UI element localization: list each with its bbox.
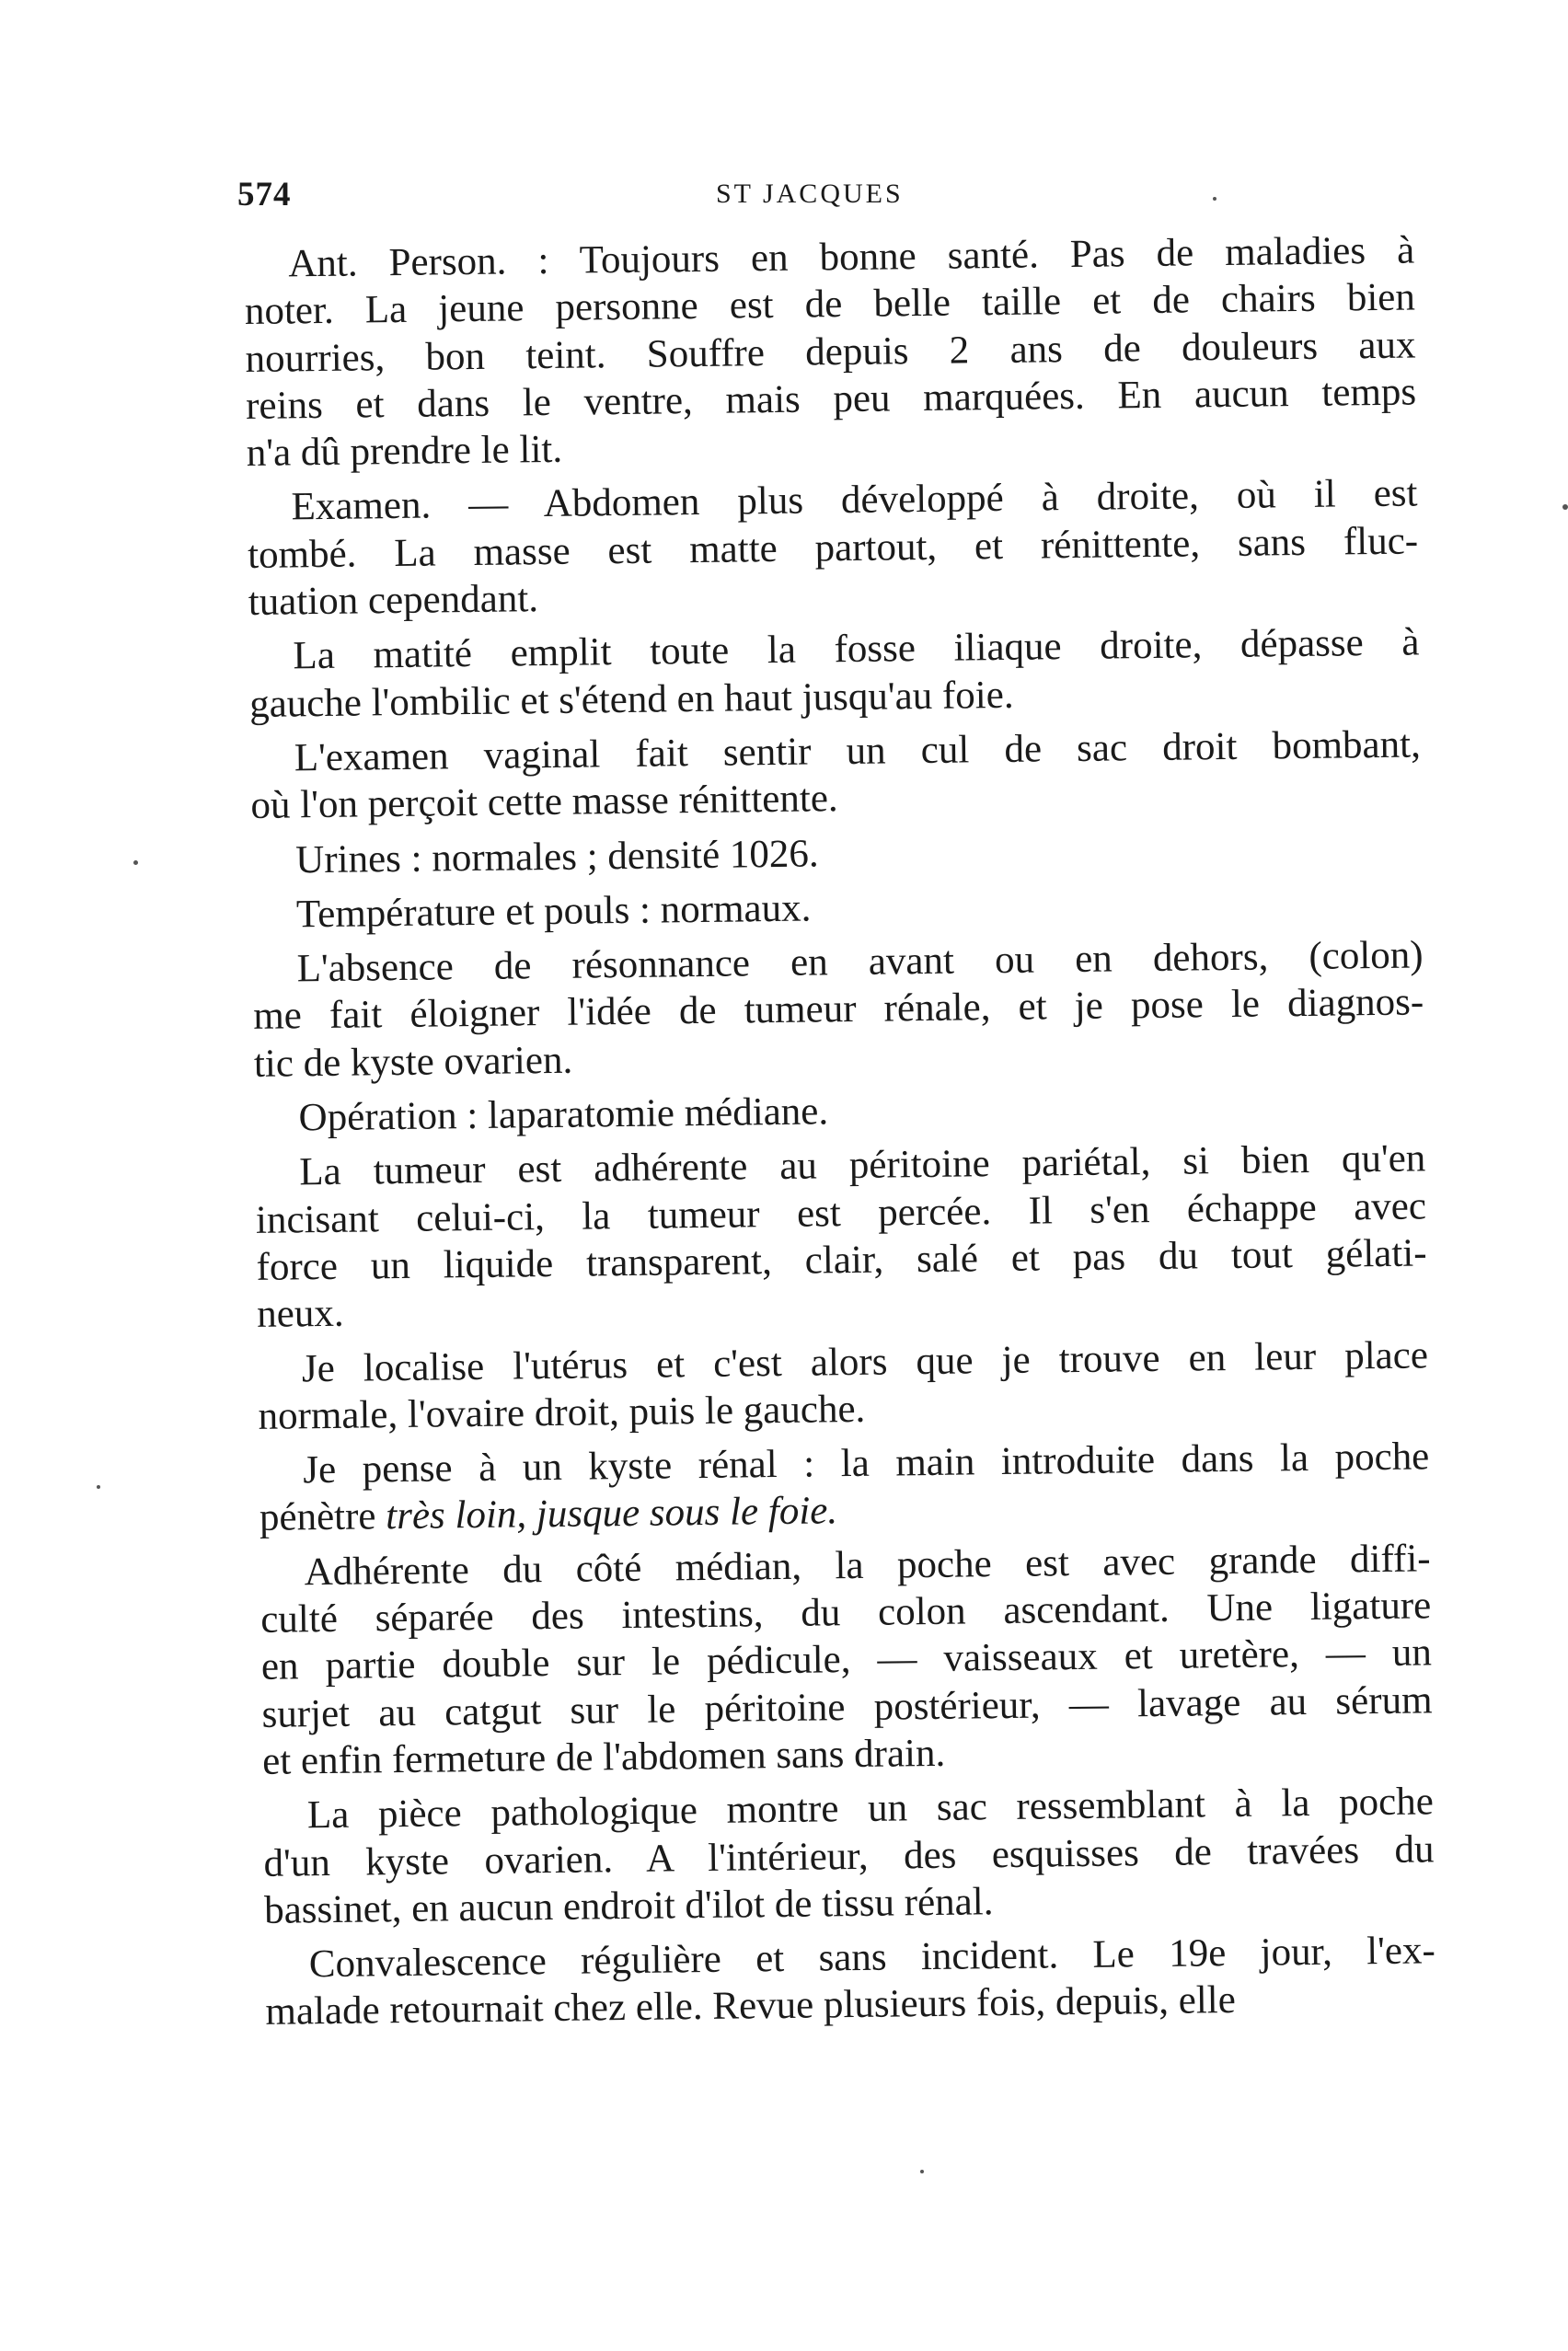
text-line: surjet au catgut sur le péritoine postérieur, — lavage au sérum bbox=[261, 1677, 1433, 1736]
text-line: gauche l'ombilic et s'étend en haut jusqu'au foie. bbox=[248, 673, 1014, 726]
italic-phrase: très loin, jusque sous le foie. bbox=[385, 1489, 838, 1539]
text-line: tombé. La masse est matte partout, et rénittente, sans fluc- bbox=[247, 519, 1419, 577]
text-line: La tumeur est adhérente au péritoine pariétal, si bien qu'en bbox=[299, 1136, 1426, 1194]
scan-speck bbox=[920, 2170, 924, 2173]
text-line: Ant. Person. : Toujours en bonne santé. Pas de maladies à bbox=[288, 228, 1415, 286]
text-line: L'examen vaginal fait sentir un cul de sac droit bombant, bbox=[294, 722, 1422, 780]
paragraph bbox=[248, 619, 1420, 728]
text-line: en partie double sur le pédicule, — vaisseaux et uretère, — un bbox=[260, 1631, 1433, 1689]
text-line: où l'on perçoit cette masse rénittente. bbox=[250, 777, 838, 828]
text-line: normale, l'ovaire droit, puis le gauche. bbox=[258, 1387, 866, 1438]
text-line: noter. La jeune personne est de belle taille et de chairs bien bbox=[244, 275, 1416, 334]
text-line: me fait éloigner l'idée de tumeur rénale, et je pose le diagnos- bbox=[253, 980, 1424, 1039]
text-line: et enfin fermeture de l'abdomen sans drain. bbox=[261, 1731, 946, 1783]
text-line: Opération : laparatomie médiane. bbox=[298, 1089, 829, 1140]
text-line: tic de kyste ovarien. bbox=[253, 1038, 573, 1086]
paragraph bbox=[247, 470, 1419, 626]
scan-speck bbox=[133, 860, 138, 865]
text-line: Je localise l'utérus et c'est alors que je trouve en leur place bbox=[301, 1332, 1429, 1390]
text-line: La matité emplit toute la fosse iliaque droite, dépasse à bbox=[293, 620, 1420, 678]
page-number: 574 bbox=[237, 176, 292, 213]
text-line: Je pense à un kyste rénal : la main introduite dans la poche bbox=[303, 1435, 1430, 1492]
paragraph bbox=[251, 823, 1423, 884]
text-line: n'a dû prendre le lit. bbox=[246, 427, 563, 476]
text-line: tuation cependant. bbox=[248, 577, 539, 625]
paragraph bbox=[258, 1331, 1429, 1440]
text-line: malade retournait chez elle. Revue plusieurs fois, depuis, elle bbox=[265, 1978, 1237, 2034]
text-line: Adhérente du côté médian, la poche est avec grande diffi- bbox=[304, 1537, 1431, 1595]
text-line: d'un kyste ovarien. A l'intérieur, des esquisses de travées du bbox=[263, 1827, 1435, 1885]
scan-speck bbox=[1562, 504, 1568, 510]
text-line: Convalescence régulière et sans incident. Le 19e jour, l'ex- bbox=[308, 1929, 1436, 1987]
paragraph bbox=[250, 720, 1422, 829]
paragraph bbox=[244, 226, 1417, 477]
text-line: La pièce pathologique montre un sac ressemblant à la poche bbox=[306, 1780, 1435, 1838]
text-line: culté séparée des intestins, du colon ascendant. Une ligature bbox=[260, 1584, 1432, 1642]
text-line: reins et dans le ventre, mais peu marquées. En aucun temps bbox=[245, 370, 1417, 428]
paragraph bbox=[259, 1535, 1433, 1785]
text-line-prefix: pénètre bbox=[259, 1494, 386, 1540]
paragraph bbox=[255, 1135, 1427, 1339]
body-text bbox=[244, 226, 1436, 2043]
running-head bbox=[237, 175, 1415, 230]
paragraph bbox=[263, 1779, 1435, 1934]
paragraph bbox=[254, 1080, 1425, 1142]
text-line: bassinet, en aucun endroit d'ilot de tissu rénal. bbox=[263, 1879, 994, 1932]
text-line: neux. bbox=[256, 1291, 344, 1337]
text-line: Urines : normales ; densité 1026. bbox=[294, 831, 819, 882]
running-title: ST JACQUES bbox=[716, 179, 904, 209]
scan-speck bbox=[1213, 197, 1216, 201]
paragraph bbox=[259, 1433, 1430, 1541]
text-line: Température et pouls : normaux. bbox=[295, 886, 812, 937]
text-line: L'absence de résonnance en avant ou en dehors, (colon) bbox=[296, 933, 1424, 991]
text-line: incisant celui-ci, la tumeur est percée. Il s'en échappe avec bbox=[255, 1184, 1427, 1242]
paragraph bbox=[265, 1927, 1436, 2035]
paragraph bbox=[252, 877, 1424, 939]
text-line: force un liquide transparent, clair, salé et pas du tout gélati- bbox=[256, 1231, 1427, 1289]
text-line: nourries, bon teint. Souffre depuis 2 ans de douleurs aux bbox=[245, 323, 1416, 381]
text-line: Examen. — Abdomen plus développé à droite, où il est bbox=[291, 471, 1418, 529]
scan-speck bbox=[97, 1485, 100, 1489]
paragraph bbox=[252, 932, 1424, 1088]
